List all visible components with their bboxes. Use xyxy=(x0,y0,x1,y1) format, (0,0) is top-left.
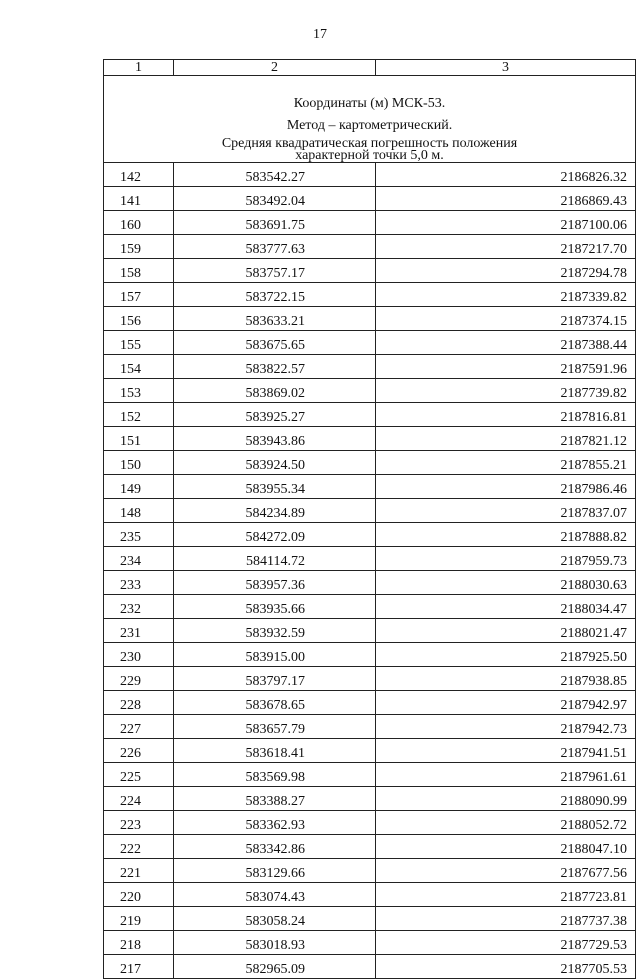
point-number-cell: 229 xyxy=(104,667,174,691)
x-coordinate-cell: 583822.57 xyxy=(174,355,376,379)
table-row xyxy=(104,283,636,307)
point-number-cell: 157 xyxy=(104,283,174,307)
point-number-cell: 235 xyxy=(104,523,174,547)
x-coordinate-cell: 583342.86 xyxy=(174,835,376,859)
y-coordinate-cell: 2188047.10 xyxy=(376,835,636,859)
table-row xyxy=(104,739,636,763)
table-row xyxy=(104,619,636,643)
point-number-cell: 160 xyxy=(104,211,174,235)
y-coordinate-cell: 2187677.56 xyxy=(376,859,636,883)
page-number: 17 xyxy=(313,27,327,42)
caption-row xyxy=(104,76,636,163)
point-number-cell: 155 xyxy=(104,331,174,355)
table-row xyxy=(104,211,636,235)
table-row xyxy=(104,307,636,331)
table-row xyxy=(104,331,636,355)
x-coordinate-cell: 583957.36 xyxy=(174,571,376,595)
table-row xyxy=(104,907,636,931)
y-coordinate-cell: 2188034.47 xyxy=(376,595,636,619)
y-coordinate-cell: 2187339.82 xyxy=(376,283,636,307)
table-row xyxy=(104,523,636,547)
y-coordinate-cell: 2187217.70 xyxy=(376,235,636,259)
table-row xyxy=(104,499,636,523)
y-coordinate-cell: 2187986.46 xyxy=(376,475,636,499)
x-coordinate-cell: 583018.93 xyxy=(174,931,376,955)
point-number-cell: 225 xyxy=(104,763,174,787)
y-coordinate-cell: 2187388.44 xyxy=(376,331,636,355)
point-number-cell: 142 xyxy=(104,163,174,187)
x-coordinate-cell: 583932.59 xyxy=(174,619,376,643)
x-coordinate-cell: 583955.34 xyxy=(174,475,376,499)
point-number-cell: 224 xyxy=(104,787,174,811)
point-number-cell: 158 xyxy=(104,259,174,283)
y-coordinate-cell: 2186826.32 xyxy=(376,163,636,187)
x-coordinate-cell: 583925.27 xyxy=(174,403,376,427)
table-row xyxy=(104,835,636,859)
y-coordinate-cell: 2187737.38 xyxy=(376,907,636,931)
point-number-cell: 219 xyxy=(104,907,174,931)
x-coordinate-cell: 583757.17 xyxy=(174,259,376,283)
y-coordinate-cell: 2187855.21 xyxy=(376,451,636,475)
point-number-cell: 141 xyxy=(104,187,174,211)
table-row xyxy=(104,931,636,955)
point-number-cell: 228 xyxy=(104,691,174,715)
x-coordinate-cell: 583633.21 xyxy=(174,307,376,331)
point-number-cell: 156 xyxy=(104,307,174,331)
table-row xyxy=(104,427,636,451)
x-coordinate-cell: 583129.66 xyxy=(174,859,376,883)
table-row xyxy=(104,187,636,211)
x-coordinate-cell: 583074.43 xyxy=(174,883,376,907)
y-coordinate-cell: 2187705.53 xyxy=(376,955,636,979)
y-coordinate-cell: 2187100.06 xyxy=(376,211,636,235)
x-coordinate-cell: 583388.27 xyxy=(174,787,376,811)
caption-accuracy-1: Средняя квадратическая погрешность положения xyxy=(221,136,518,152)
x-coordinate-cell: 583777.63 xyxy=(174,235,376,259)
y-coordinate-cell: 2187723.81 xyxy=(376,883,636,907)
x-coordinate-cell: 583935.66 xyxy=(174,595,376,619)
table-row xyxy=(104,667,636,691)
x-coordinate-cell: 583869.02 xyxy=(174,379,376,403)
point-number-cell: 154 xyxy=(104,355,174,379)
point-number-cell: 222 xyxy=(104,835,174,859)
point-number-cell: 227 xyxy=(104,715,174,739)
table-caption xyxy=(104,76,636,163)
y-coordinate-cell: 2187294.78 xyxy=(376,259,636,283)
y-coordinate-cell: 2187941.51 xyxy=(376,739,636,763)
coordinates-table-body xyxy=(104,60,636,979)
y-coordinate-cell: 2188090.99 xyxy=(376,787,636,811)
x-coordinate-cell: 583058.24 xyxy=(174,907,376,931)
table-row xyxy=(104,259,636,283)
x-coordinate-cell: 584234.89 xyxy=(174,499,376,523)
table-row xyxy=(104,715,636,739)
point-number-cell: 148 xyxy=(104,499,174,523)
column-number-row xyxy=(104,60,636,76)
x-coordinate-cell: 583492.04 xyxy=(174,187,376,211)
table-row xyxy=(104,571,636,595)
x-coordinate-cell: 582965.09 xyxy=(174,955,376,979)
y-coordinate-cell: 2188030.63 xyxy=(376,571,636,595)
table-row xyxy=(104,691,636,715)
point-number-cell: 231 xyxy=(104,619,174,643)
point-number-cell: 218 xyxy=(104,931,174,955)
point-number-cell: 217 xyxy=(104,955,174,979)
y-coordinate-cell: 2187961.61 xyxy=(376,763,636,787)
table-row xyxy=(104,787,636,811)
table-row xyxy=(104,859,636,883)
x-coordinate-cell: 583542.27 xyxy=(174,163,376,187)
table-row xyxy=(104,763,636,787)
x-coordinate-cell: 583924.50 xyxy=(174,451,376,475)
table-row xyxy=(104,811,636,835)
point-number-cell: 152 xyxy=(104,403,174,427)
y-coordinate-cell: 2188052.72 xyxy=(376,811,636,835)
point-number-cell: 233 xyxy=(104,571,174,595)
table-row xyxy=(104,595,636,619)
point-number-cell: 149 xyxy=(104,475,174,499)
y-coordinate-cell: 2186869.43 xyxy=(376,187,636,211)
column-number-2: 2 xyxy=(174,60,376,76)
y-coordinate-cell: 2187729.53 xyxy=(376,931,636,955)
point-number-cell: 234 xyxy=(104,547,174,571)
caption-accuracy-2: характерной точки 5,0 м. xyxy=(295,148,444,164)
table-row xyxy=(104,235,636,259)
x-coordinate-cell: 583943.86 xyxy=(174,427,376,451)
y-coordinate-cell: 2187816.81 xyxy=(376,403,636,427)
y-coordinate-cell: 2187938.85 xyxy=(376,667,636,691)
y-coordinate-cell: 2187739.82 xyxy=(376,379,636,403)
point-number-cell: 232 xyxy=(104,595,174,619)
column-number-1: 1 xyxy=(104,60,174,76)
table-row xyxy=(104,163,636,187)
point-number-cell: 153 xyxy=(104,379,174,403)
x-coordinate-cell: 583915.00 xyxy=(174,643,376,667)
point-number-cell: 150 xyxy=(104,451,174,475)
y-coordinate-cell: 2188021.47 xyxy=(376,619,636,643)
x-coordinate-cell: 583678.65 xyxy=(174,691,376,715)
x-coordinate-cell: 583691.75 xyxy=(174,211,376,235)
x-coordinate-cell: 584114.72 xyxy=(174,547,376,571)
x-coordinate-cell: 584272.09 xyxy=(174,523,376,547)
table-row xyxy=(104,451,636,475)
point-number-cell: 226 xyxy=(104,739,174,763)
coordinates-table xyxy=(103,59,636,979)
y-coordinate-cell: 2187959.73 xyxy=(376,547,636,571)
y-coordinate-cell: 2187942.73 xyxy=(376,715,636,739)
x-coordinate-cell: 583362.93 xyxy=(174,811,376,835)
y-coordinate-cell: 2187821.12 xyxy=(376,427,636,451)
table-row xyxy=(104,355,636,379)
point-number-cell: 223 xyxy=(104,811,174,835)
y-coordinate-cell: 2187942.97 xyxy=(376,691,636,715)
point-number-cell: 221 xyxy=(104,859,174,883)
table-row xyxy=(104,547,636,571)
table-row xyxy=(104,475,636,499)
x-coordinate-cell: 583675.65 xyxy=(174,331,376,355)
table-row xyxy=(104,403,636,427)
y-coordinate-cell: 2187374.15 xyxy=(376,307,636,331)
y-coordinate-cell: 2187888.82 xyxy=(376,523,636,547)
y-coordinate-cell: 2187591.96 xyxy=(376,355,636,379)
table-row xyxy=(104,883,636,907)
point-number-cell: 220 xyxy=(104,883,174,907)
point-number-cell: 151 xyxy=(104,427,174,451)
table-row xyxy=(104,643,636,667)
y-coordinate-cell: 2187837.07 xyxy=(376,499,636,523)
point-number-cell: 159 xyxy=(104,235,174,259)
x-coordinate-cell: 583797.17 xyxy=(174,667,376,691)
caption-method: Метод – картометрический. xyxy=(286,117,453,133)
table-row xyxy=(104,379,636,403)
y-coordinate-cell: 2187925.50 xyxy=(376,643,636,667)
x-coordinate-cell: 583722.15 xyxy=(174,283,376,307)
x-coordinate-cell: 583569.98 xyxy=(174,763,376,787)
x-coordinate-cell: 583657.79 xyxy=(174,715,376,739)
column-number-3: 3 xyxy=(376,60,636,76)
caption-coordinate-system: Координаты (м) МСК-53. xyxy=(293,96,446,112)
point-number-cell: 230 xyxy=(104,643,174,667)
table-row xyxy=(104,955,636,979)
x-coordinate-cell: 583618.41 xyxy=(174,739,376,763)
